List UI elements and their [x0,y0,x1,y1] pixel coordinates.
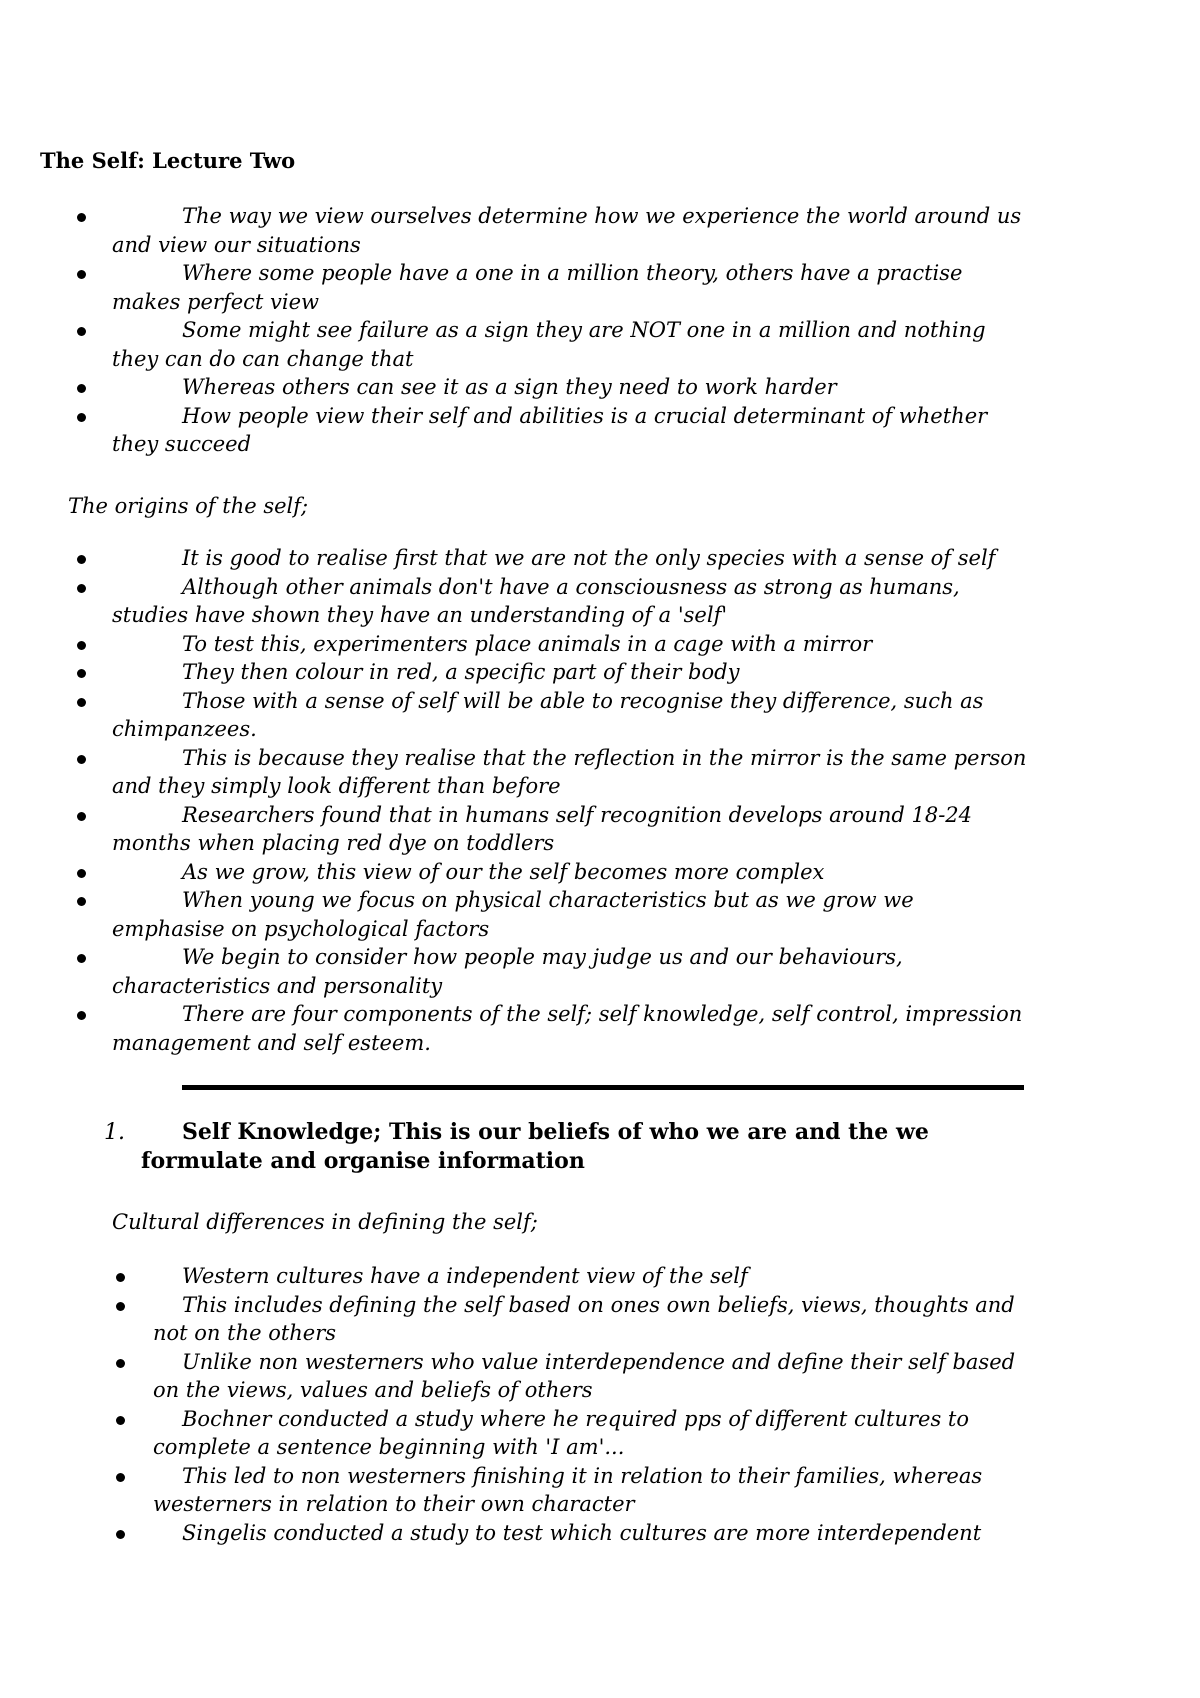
list-item: To test this, experimenters place animals in a cage with a mirror [0,630,1030,659]
list-item: This includes defining the self based on ones own beliefs, views, thoughts and not on the others [0,1291,1030,1348]
cultural-bullet-list [0,1262,1030,1547]
list-item: Researchers found that in humans self recognition develops around 18-24 months when placing red dye on toddlers [0,801,1030,858]
bullet-icon [77,698,86,707]
bullet-icon [77,1011,86,1020]
list-item: Singelis conducted a study to test which cultures are more interdependent [0,1519,1030,1548]
list-item: It is good to realise first that we are not the only species with a sense of self [0,544,1030,573]
list-item: The way we view ourselves determine how we experience the world around us and view our situations [0,202,1030,259]
list-item: How people view their self and abilities is a crucial determinant of whether they succeed [0,402,1030,459]
bullet-icon [77,897,86,906]
intro-bullet-list [0,202,1030,459]
bullet-icon [77,812,86,821]
bullet-icon [77,327,86,336]
section-heading [104,1118,1034,1176]
bullet-icon [77,641,86,650]
bullet-icon [77,270,86,279]
bullet-icon [77,755,86,764]
list-item: Those with a sense of self will be able to recognise they difference, such as chimpanzees. [0,687,1030,744]
section-number: 1. [104,1120,125,1145]
origins-heading: The origins of the self; [68,494,309,518]
list-item: Unlike non westerners who value interdependence and define their self based on the views, values and beliefs of others [0,1348,1030,1405]
list-item: When young we focus on physical characteristics but as we grow we emphasise on psychological factors [0,886,1030,943]
document-title: The Self: Lecture Two [40,148,296,173]
bullet-icon [116,1416,125,1425]
bullet-icon [77,384,86,393]
bullet-icon [116,1359,125,1368]
bullet-icon [77,954,86,963]
list-item: Western cultures have a independent view of the self [0,1262,1030,1291]
bullet-icon [116,1302,125,1311]
list-item: There are four components of the self; self knowledge, self control, impression management and self esteem. [0,1000,1030,1057]
bullet-icon [77,413,86,422]
list-item: Where some people have a one in a million theory, others have a practise makes perfect view [0,259,1030,316]
bullet-icon [116,1530,125,1539]
list-item: They then colour in red, a specific part of their body [0,658,1030,687]
bullet-icon [77,555,86,564]
origins-bullet-list [0,544,1030,1057]
list-item: Bochner conducted a study where he required pps of different cultures to complete a sentence beginning with 'I am'... [0,1405,1030,1462]
list-item: We begin to consider how people may judge us and our behaviours, characteristics and personality [0,943,1030,1000]
list-item: This led to non westerners finishing it in relation to their families, whereas westerners in relation to their own character [0,1462,1030,1519]
bullet-icon [77,213,86,222]
list-item: As we grow, this view of our the self becomes more complex [0,858,1030,887]
bullet-icon [77,869,86,878]
bullet-icon [116,1473,125,1482]
bullet-icon [77,584,86,593]
list-item: Some might see failure as a sign they are NOT one in a million and nothing they can do can change that [0,316,1030,373]
list-item: Whereas others can see it as a sign they need to work harder [0,373,1030,402]
horizontal-divider [182,1085,1024,1090]
bullet-icon [77,669,86,678]
section-heading-text: Self Knowledge; This is our beliefs of who we are and the we formulate and organise information [141,1119,929,1174]
list-item: Although other animals don't have a consciousness as strong as humans, studies have shown they have an understanding of a 'self' [0,573,1030,630]
cultural-heading: Cultural differences in defining the self; [112,1210,538,1234]
bullet-icon [116,1273,125,1282]
list-item: This is because they realise that the reflection in the mirror is the same person and they simply look different than before [0,744,1030,801]
